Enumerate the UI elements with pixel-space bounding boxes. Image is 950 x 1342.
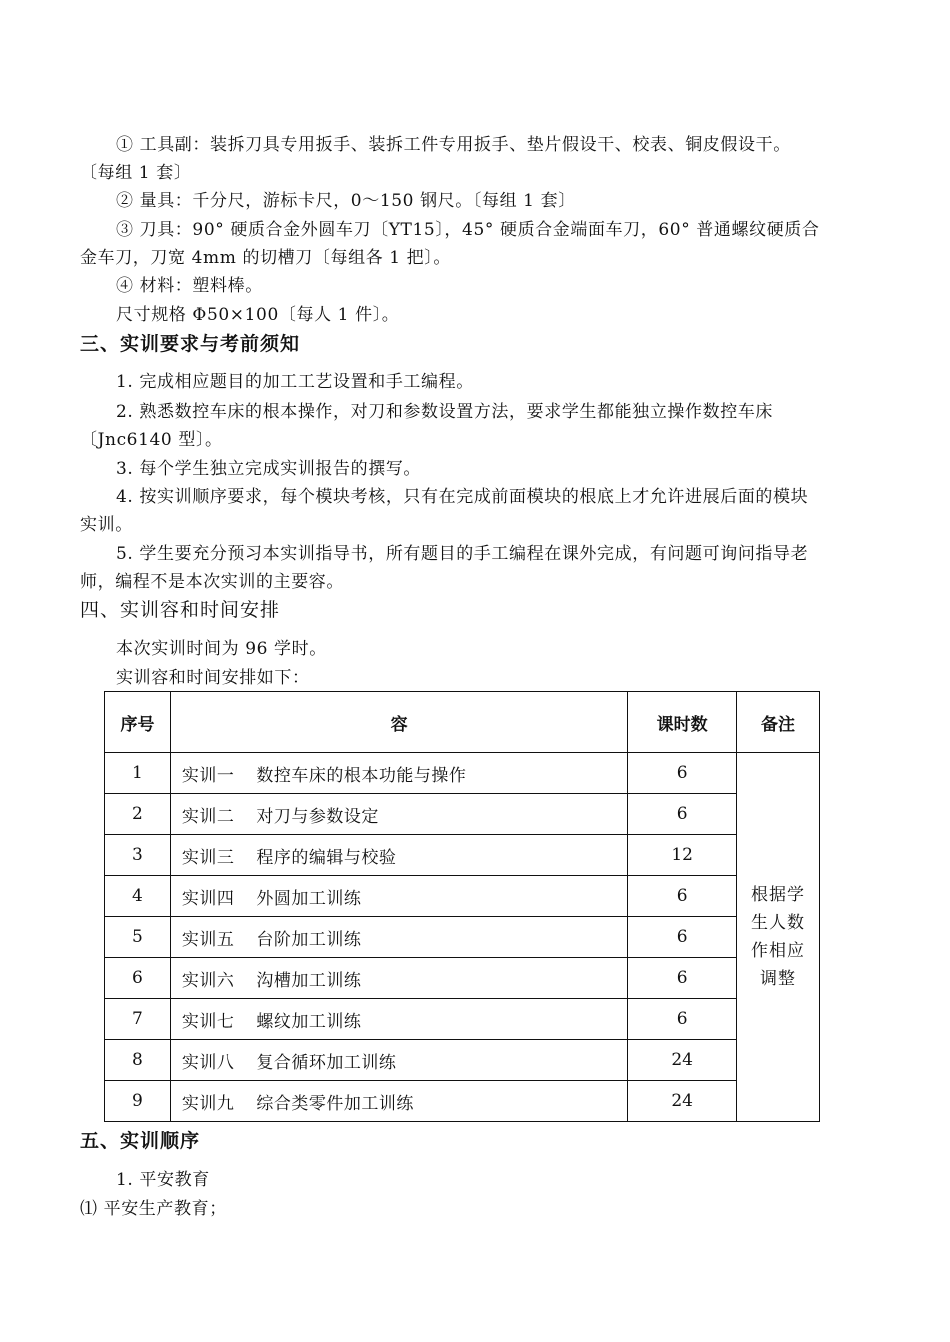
row-hours: 6 bbox=[628, 958, 737, 999]
remark-cell bbox=[737, 753, 820, 1122]
row-content bbox=[170, 794, 627, 835]
schedule-table bbox=[104, 691, 820, 1122]
header-no: 序号 bbox=[105, 692, 171, 753]
section5-sub1: ⑴ 平安生产教育； bbox=[80, 1199, 227, 1219]
remark-line: 生人数 bbox=[751, 913, 806, 933]
row-unit: 实训四 bbox=[181, 888, 235, 909]
row-hours: 24 bbox=[628, 1081, 737, 1122]
row-content bbox=[170, 1081, 627, 1122]
row-topic: 程序的编辑与校验 bbox=[256, 847, 397, 868]
row-topic: 台阶加工训练 bbox=[256, 929, 362, 950]
section3-item5-line1: 5. 学生要充分预习本实训指导书，所有题目的手工编程在课外完成，有问题可询问指导老 bbox=[116, 544, 809, 564]
row-no: 9 bbox=[105, 1081, 171, 1122]
row-no: 7 bbox=[105, 999, 171, 1040]
equipment-tools-line1: ① 工具副：装拆刀具专用扳手、装拆工件专用扳手、垫片假设干、校表、铜皮假设干。 bbox=[116, 135, 791, 155]
row-unit: 实训一 bbox=[181, 765, 235, 786]
row-no: 1 bbox=[105, 753, 171, 794]
row-hours: 6 bbox=[628, 794, 737, 835]
row-content bbox=[170, 753, 627, 794]
header-content: 容 bbox=[170, 692, 627, 753]
table-row bbox=[105, 876, 820, 917]
table-row bbox=[105, 917, 820, 958]
header-hours: 课时数 bbox=[628, 692, 737, 753]
equipment-cutters-line1: ③ 刀具：90° 硬质合金外圆车刀〔YT15〕，45° 硬质合金端面车刀，60° 普通螺纹硬质合 bbox=[116, 220, 820, 240]
section5-item1: 1. 平安教育 bbox=[116, 1170, 210, 1190]
row-content bbox=[170, 999, 627, 1040]
section3-item3: 3. 每个学生独立完成实训报告的撰写。 bbox=[116, 459, 422, 479]
row-content bbox=[170, 917, 627, 958]
section5-title: 五、实训顺序 bbox=[80, 1130, 201, 1152]
row-content bbox=[170, 835, 627, 876]
row-content bbox=[170, 1040, 627, 1081]
section3-item4-line2: 实训。 bbox=[80, 515, 133, 535]
row-hours: 24 bbox=[628, 1040, 737, 1081]
section3-item1: 1. 完成相应题目的加工工艺设置和手工编程。 bbox=[116, 372, 474, 392]
row-topic: 外圆加工训练 bbox=[256, 888, 362, 909]
table-row bbox=[105, 835, 820, 876]
row-content bbox=[170, 958, 627, 999]
section3-item2-line1: 2. 熟悉数控车床的根本操作，对刀和参数设置方法，要求学生都能独立操作数控车床 bbox=[116, 402, 774, 422]
section3-item5-line2: 师，编程不是本次实训的主要容。 bbox=[80, 572, 344, 592]
row-unit: 实训六 bbox=[181, 970, 235, 991]
row-hours: 6 bbox=[628, 999, 737, 1040]
table-row bbox=[105, 1040, 820, 1081]
row-topic: 数控车床的根本功能与操作 bbox=[256, 765, 467, 786]
equipment-material: ④ 材料：塑料棒。 bbox=[116, 276, 263, 296]
row-unit: 实训八 bbox=[181, 1052, 235, 1073]
row-topic: 复合循环加工训练 bbox=[256, 1052, 397, 1073]
section4-title: 四、实训容和时间安排 bbox=[80, 599, 281, 621]
remark-line: 作相应 bbox=[751, 941, 806, 961]
remark-line: 调整 bbox=[760, 969, 797, 989]
row-hours: 12 bbox=[628, 835, 737, 876]
row-no: 3 bbox=[105, 835, 171, 876]
row-no: 6 bbox=[105, 958, 171, 999]
equipment-tools-line2: 〔每组 1 套〕 bbox=[80, 163, 192, 183]
table-row bbox=[105, 1081, 820, 1122]
row-topic: 对刀与参数设定 bbox=[256, 806, 379, 827]
row-no: 4 bbox=[105, 876, 171, 917]
table-row bbox=[105, 958, 820, 999]
section3-item2-line2: 〔Jnc6140 型〕。 bbox=[80, 430, 223, 450]
row-no: 2 bbox=[105, 794, 171, 835]
row-unit: 实训七 bbox=[181, 1011, 235, 1032]
section4-intro1: 本次实训时间为 96 学时。 bbox=[116, 639, 327, 659]
section4-intro2: 实训容和时间安排如下： bbox=[116, 668, 310, 688]
row-unit: 实训五 bbox=[181, 929, 235, 950]
section3-item4-line1: 4. 按实训顺序要求，每个模块考核，只有在完成前面模块的根底上才允许进展后面的模块 bbox=[116, 487, 809, 507]
row-topic: 螺纹加工训练 bbox=[256, 1011, 362, 1032]
header-remark: 备注 bbox=[737, 692, 820, 753]
row-topic: 综合类零件加工训练 bbox=[256, 1093, 414, 1114]
table-row bbox=[105, 794, 820, 835]
table-row bbox=[105, 753, 820, 794]
equipment-gauges: ② 量具：千分尺，游标卡尺，0～150 钢尺。〔每组 1 套〕 bbox=[116, 191, 576, 211]
table-header-row bbox=[105, 692, 820, 753]
row-hours: 6 bbox=[628, 917, 737, 958]
row-no: 5 bbox=[105, 917, 171, 958]
row-unit: 实训九 bbox=[181, 1093, 235, 1114]
row-unit: 实训二 bbox=[181, 806, 235, 827]
remark-line: 根据学 bbox=[751, 885, 806, 905]
row-unit: 实训三 bbox=[181, 847, 235, 868]
table-row bbox=[105, 999, 820, 1040]
row-content bbox=[170, 876, 627, 917]
row-no: 8 bbox=[105, 1040, 171, 1081]
row-topic: 沟槽加工训练 bbox=[256, 970, 362, 991]
section3-title: 三、实训要求与考前须知 bbox=[80, 333, 301, 355]
row-hours: 6 bbox=[628, 753, 737, 794]
equipment-cutters-line2: 金车刀，刀宽 4mm 的切槽刀〔每组各 1 把〕。 bbox=[80, 248, 451, 268]
equipment-size: 尺寸规格 Φ50×100〔每人 1 件〕。 bbox=[116, 305, 400, 325]
row-hours: 6 bbox=[628, 876, 737, 917]
